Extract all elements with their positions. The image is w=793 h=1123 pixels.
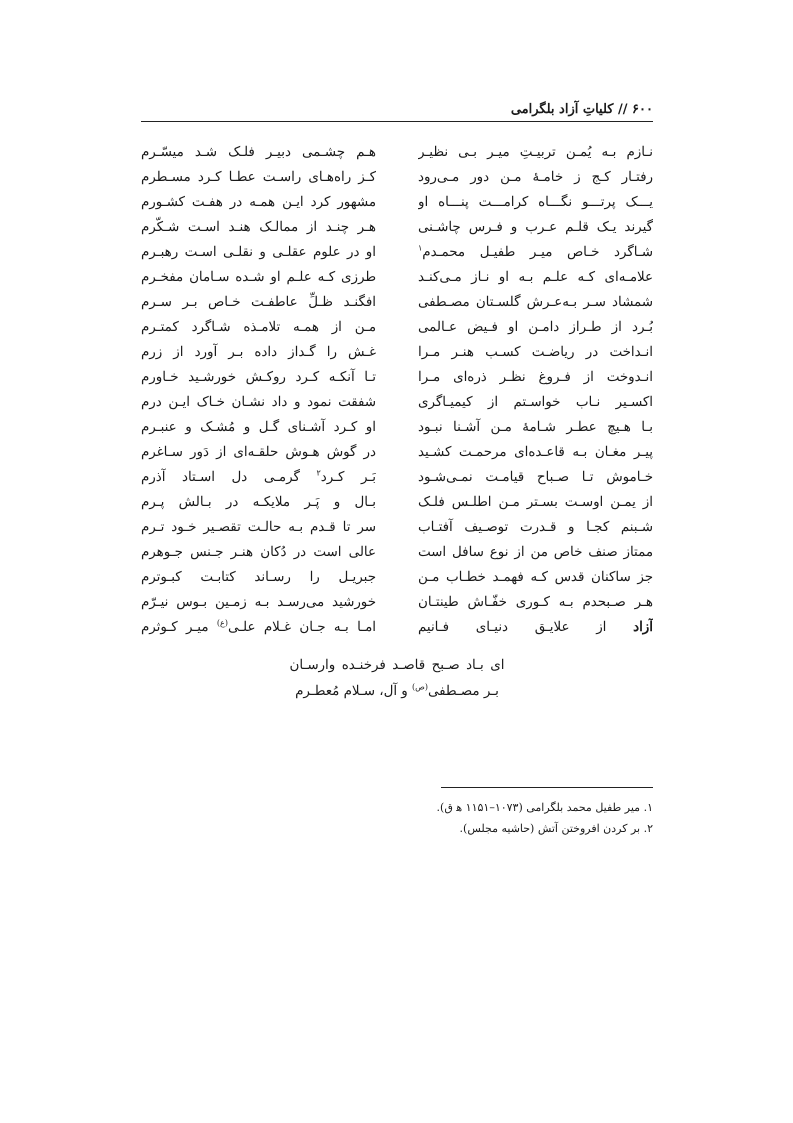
footnote-marker: ۲: [316, 468, 321, 478]
hemistich-second: غـش را گـداز داده بـر آورد از زرم: [141, 345, 376, 360]
footnote-rule: [441, 787, 653, 788]
hemistich-first: بـا هـیچ عطـر شـامهٔ مـن آشـنا نبـود: [418, 420, 653, 435]
footnote-marker: (ص): [412, 682, 428, 692]
verse-row: [141, 190, 653, 215]
hemistich-first: انـدوخت از فـروغ نظـر ذره‌ای مـرا: [418, 370, 653, 385]
verse-row: [141, 515, 653, 540]
hemistich-second: شفقت نمود و داد نشـان خـاک ایـن درم: [141, 395, 376, 410]
hemistich-second: بَـر کـرد$^۲$ گرمـی دل اسـتاد آذرم: [141, 468, 376, 485]
verse-row: [141, 265, 653, 290]
verse-row: [141, 215, 653, 240]
hemistich-second: سر تا قـدم بـه حالـت تقصـیر خـود تـرم: [141, 520, 376, 535]
hemistich-first: از یمـن اوسـت بسـتر مـن اطلـس فلـک: [418, 495, 653, 510]
hemistich-first: آزاد از علایـق دنیـای فـانیم: [418, 619, 653, 635]
hemistich-first: انـداخت در ریاضـت کسـب هنـر مـرا: [418, 345, 653, 360]
closing-line-2: [141, 679, 653, 705]
verse-row: [141, 615, 653, 640]
hemistich-second: بـال و پَـر ملایکـه در بـالش پـرم: [141, 495, 376, 510]
hemistich-second: طرزی کـه علـم او شـده سـامان مفخـرم: [141, 270, 376, 285]
verse-row: [141, 315, 653, 340]
verse-row: [141, 590, 653, 615]
hemistich-second: جبریـل را رسـاند کتابـت کبـوترم: [141, 570, 376, 585]
hemistich-first: رفتـار کـج ز خامـۀ مـن دور مـی‌رود: [418, 170, 653, 185]
verse-row: [141, 415, 653, 440]
hemistich-first: ممتاز صنف خاص من از نوع سافل است: [418, 545, 653, 560]
hemistich-second: کـز راه‌هـای راسـت عطـا کـرد مسـطرم: [141, 170, 376, 185]
header-rule: [141, 121, 653, 122]
hemistich-second: هـم چشـمی دبیـر فلـک شـد میسّـرم: [141, 145, 376, 160]
verse-row: [141, 340, 653, 365]
hemistich-second: هـر چنـد از ممالـک هنـد اسـت شـکّرم: [141, 220, 376, 235]
footnote-1: ۱. میر طفیل محمد بلگرامی (۱۰۷۳–۱۱۵۱ ﻫ ق).: [436, 801, 653, 814]
verse-row: [141, 490, 653, 515]
verse-row: [141, 440, 653, 465]
closing-couplet: [141, 653, 653, 705]
footnote-marker: (ع): [216, 618, 228, 628]
hemistich-second: امـا بـه جـان غـلام علـی$^{(ع)}$ میـر کـوثرم: [141, 618, 376, 635]
book-title: کلیاتِ آزاد بلگرامی: [510, 102, 614, 117]
hemistich-second: در گوش هـوش حلقـه‌ای از دَور سـاغرم: [141, 445, 376, 460]
hemistich-first: جز ساکنان قدس کـه فهمـد خطـاب مـن: [418, 570, 653, 585]
verse-row: [141, 240, 653, 265]
hemistich-second: عالی است در دُکان هنـر جـنس جـوهرم: [141, 545, 376, 560]
verse-row: [141, 290, 653, 315]
hemistich-first: پیـر مغـان بـه قاعـده‌ای مرحمـت کشـید: [418, 445, 653, 460]
hemistich-first: هـر صـبحدم بـه کـوری خفّـاش طینتـان: [418, 595, 653, 610]
hemistich-first: گیرند یـک قلـم عـرب و فـرس چاشـنی: [418, 220, 653, 235]
hemistich-first: اکسـیر نـاب خواسـتم از کیمیـاگری: [418, 395, 653, 410]
verse-row: [141, 465, 653, 490]
footnotes: [141, 797, 653, 839]
header-separator: //: [618, 102, 628, 117]
verse-row: [141, 365, 653, 390]
hemistich-first: بُـرد از طـراز دامـن او فـیض عـالمی: [418, 320, 653, 335]
page-number: ۶۰۰: [632, 102, 653, 117]
hemistich-second: مشهور کرد ایـن همـه در هفـت کشـورم: [141, 195, 376, 210]
hemistich-first: یـــک پرتـــو نگـــاه کرامـــت پنـــاه او: [418, 195, 653, 210]
verse-row: [141, 390, 653, 415]
verse-row: [141, 540, 653, 565]
hemistich-second: خورشید می‌رسـد بـه زمـین بـوس نیـرّم: [141, 595, 376, 610]
hemistich-first: خـاموش تـا صـباح قیامـت نمـی‌شـود: [418, 470, 653, 485]
poem-verses: [141, 140, 653, 640]
hemistich-first: شـاگرد خـاص میـر طفیـل محمـدم$^۱$: [418, 243, 653, 260]
hemistich-second: مـن از همـه تلامـذه شـاگرد کمتـرم: [141, 320, 376, 335]
hemistich-second: افگنـد ظـلِّ عاطفـت خـاص بـر سـرم: [141, 295, 376, 310]
verse-row: [141, 565, 653, 590]
poet-name: آزاد: [633, 619, 653, 635]
verse-row: [141, 165, 653, 190]
hemistich-second: او در علوم عقلـی و نقلـی اسـت رهبـرم: [141, 245, 376, 260]
hemistich-first: شـبنم کجـا و قـدرت توصـیف آفتـاب: [418, 520, 653, 535]
verse-row: [141, 140, 653, 165]
running-head: [141, 95, 653, 117]
closing-line-1: ای بـاد صـبح قاصـد فرخنـده وارسـان: [289, 658, 505, 673]
hemistich-first: شمشاد سـر بـه‌عـرش گلسـتان مصـطفی: [418, 295, 653, 310]
closing-line-2-text: بـر مصـطفی$^{(ص)}$ و آل، سـلام مُعطـرم: [295, 682, 499, 699]
hemistich-second: تـا آنکـه کـرد روکـش خورشـید خـاورم: [141, 370, 376, 385]
hemistich-first: نـازم بـه یُمـن تربیـتِ میـر بـی نظیـر: [418, 145, 653, 160]
footnote-marker: ۱: [418, 243, 423, 253]
hemistich-first: علامـه‌ای کـه علـم بـه او نـاز مـی‌کنـد: [418, 270, 653, 285]
hemistich-second: او کـرد آشـنای گـل و مُشـک و عنبـرم: [141, 420, 376, 435]
footnote-2: ۲. بر کردن افروختن آتش (حاشیه مجلس).: [459, 822, 653, 835]
